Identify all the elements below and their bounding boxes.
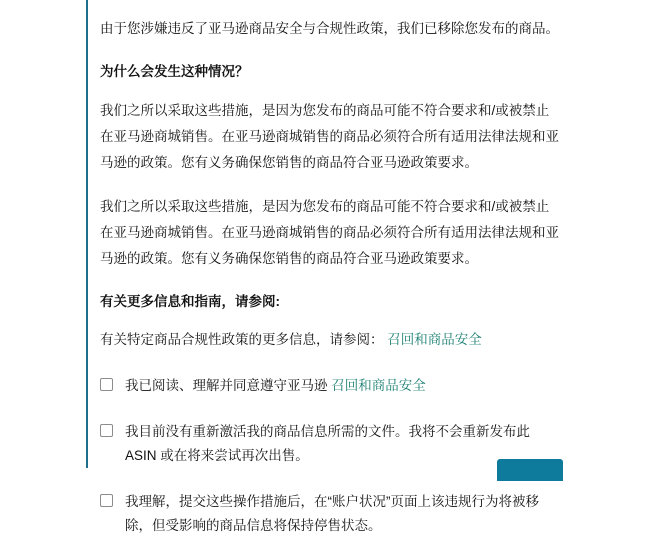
acknowledgement-checkbox-2[interactable] [100,424,113,437]
acknowledgement-label-2: 我目前没有重新激活我的商品信息所需的文件。我将不会重新发布此 ASIN 或在将来尝试再次出售。 [125,424,530,463]
more-info-text: 有关特定商品合规性政策的更多信息，请参阅： [100,332,384,347]
left-rail-divider [0,0,88,468]
more-info-line [100,328,560,352]
acknowledgement-checkbox-1[interactable] [100,378,113,391]
reason-heading: 为什么会发生这种情况？ [100,64,249,79]
acknowledgement-link-1[interactable]: 召回和商品安全 [331,378,426,393]
reason-paragraph-1: 我们之所以采取这些措施，是因为您发布的商品可能不符合要求和/或被禁止在亚马逊商城销售。在亚马逊商城销售的商品必须符合所有适用法律法规和亚马逊的政策。您有义务确保您销售的商品符合亚马逊政策要求。 [100,103,559,170]
recall-product-safety-link[interactable]: 召回和商品安全 [387,332,482,347]
acknowledgement-text-1: 我已阅读、理解并同意遵守亚马逊 [125,378,328,393]
reason-paragraph-2: 我们之所以采取这些措施，是因为您发布的商品可能不符合要求和/或被禁止在亚马逊商城销售。在亚马逊商城销售的商品必须符合所有适用法律法规和亚马逊的政策。您有义务确保您销售的商品符合亚马逊政策要求。 [100,199,559,266]
acknowledgement-row-2[interactable] [100,420,560,468]
acknowledgement-row-1[interactable] [100,374,560,398]
submit-button[interactable] [497,459,563,481]
acknowledgement-list [100,374,560,538]
notice-intro-paragraph: 由于您涉嫌违反了亚马逊商品安全与合规性政策，我们已移除您发布的商品。 [100,21,559,36]
more-info-heading: 有关更多信息和指南，请参阅: [100,294,280,309]
notice-content [100,0,560,560]
acknowledgement-checkbox-3[interactable] [100,494,113,507]
acknowledgement-row-3[interactable] [100,490,560,538]
acknowledgement-label-3: 我理解，提交这些操作措施后，在“账户状况”页面上该违规行为将被移除，但受影响的商品信息将保持停售状态。 [125,494,539,533]
acknowledgement-label-1 [125,374,426,398]
